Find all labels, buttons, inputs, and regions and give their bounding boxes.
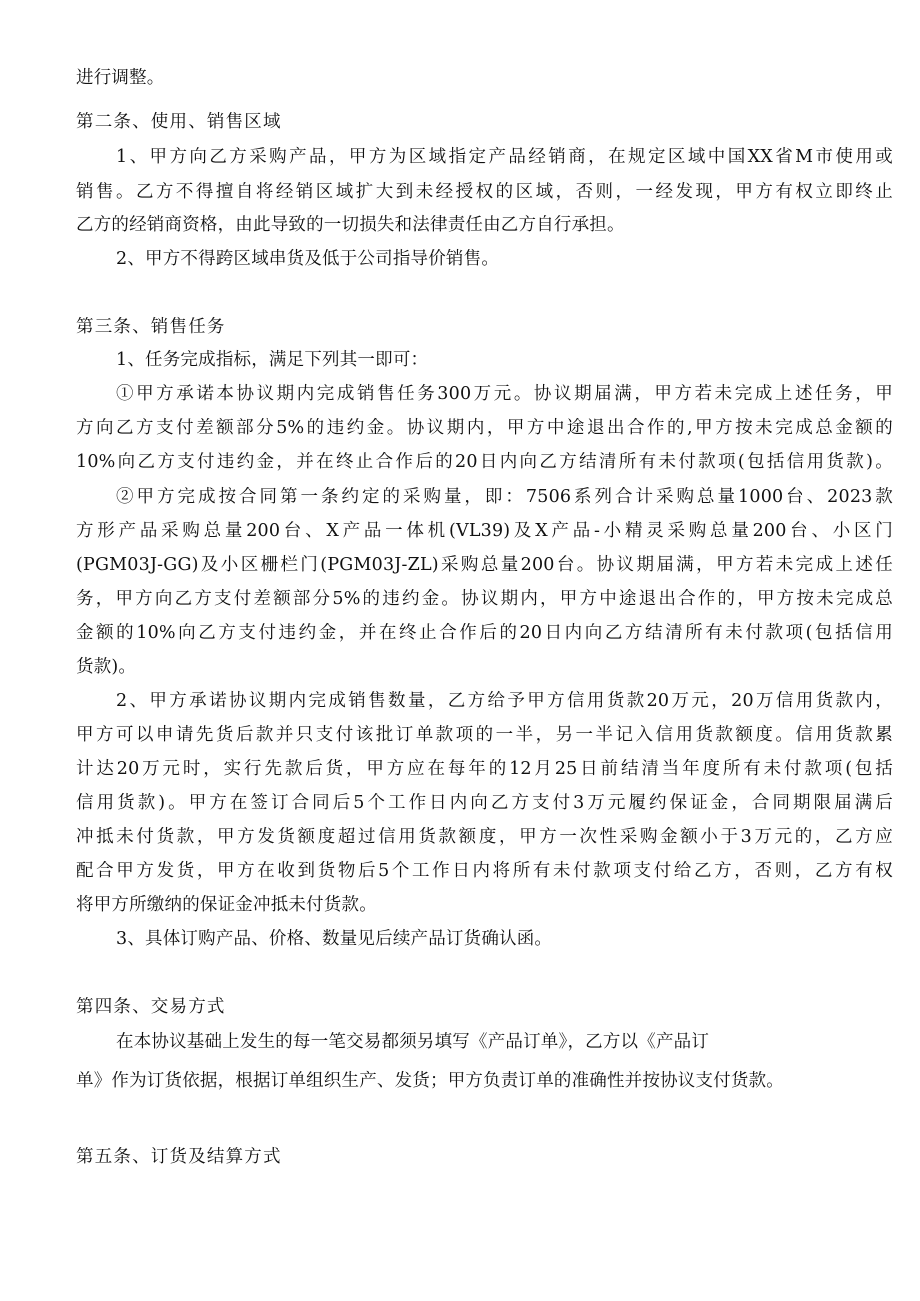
text-line: 方向乙方支付差额部分5%的违约金。协议期内，甲方中途退出合作的,甲方按未完成总金额的 [76,418,893,438]
text-line: 单》作为订货依据，根据订单组织生产、发货；甲方负责订单的准确性并按协议支付货款。 [76,1071,784,1091]
text-line: 1、任务完成指标，满足下列其一即可： [116,350,429,370]
text-line: 进行调整。 [76,68,165,88]
text-line: 冲抵未付货款，甲方发货额度超过信用货款额度，甲方一次性采购金额小于3万元的，乙方应 [76,827,893,847]
text-line: 2、甲方承诺协议期内完成销售数量，乙方给予甲方信用货款20万元，20万信用货款内， [116,691,893,711]
section-heading-4: 第四条、交易方式 [76,997,226,1017]
text-line: ②甲方完成按合同第一条约定的采购量，即：7506系列合计采购总量1000台、2023款 [116,487,893,507]
text-line: 务，甲方向乙方支付差额部分5%的违约金。协议期内，甲方中途退出合作的，甲方按未完成总 [76,589,893,609]
text-line: 金额的10%向乙方支付违约金，并在终止合作后的20日内向乙方结清所有未付款项(包括信用 [76,623,893,643]
text-line: 2、甲方不得跨区域串货及低于公司指导价销售。 [116,249,500,269]
text-line: 乙方的经销商资格，由此导致的一切损失和法律责任由乙方自行承担。 [76,215,625,235]
text-line: 销售。乙方不得擅自将经销区域扩大到未经授权的区域，否则，一经发现，甲方有权立即终止 [76,182,893,202]
text-line: 货款)。 [76,657,137,677]
section-heading-5: 第五条、订货及结算方式 [76,1147,282,1167]
text-line: 3、具体订购产品、价格、数量见后续产品订货确认函。 [116,929,553,949]
text-line: (PGM03J-GG)及小区栅栏门(PGM03J-ZL)采购总量200台。协议期届满，甲方若未完成上述任 [76,555,893,575]
text-line: 计达20万元时，实行先款后货，甲方应在每年的12月25日前结清当年度所有未付款项(包括 [76,759,893,779]
text-line: 信用货款)。甲方在签订合同后5个工作日内向乙方支付3万元履约保证金，合同期限届满后 [76,793,893,813]
text-line: 将甲方所缴纳的保证金冲抵未付货款。 [76,895,377,915]
section-heading-2: 第二条、使用、销售区域 [76,112,282,132]
text-line: 配合甲方发货，甲方在收到货物后5个工作日内将所有未付款项支付给乙方，否则，乙方有权 [76,861,893,881]
text-line: 1、甲方向乙方采购产品，甲方为区域指定产品经销商，在规定区域中国XX省M市使用或 [116,147,893,167]
text-line: ①甲方承诺本协议期内完成销售任务300万元。协议期届满，甲方若未完成上述任务，甲 [116,384,893,404]
text-line: 10%向乙方支付违约金，并在终止合作后的20日内向乙方结清所有未付款项(包括信用货款)。 [76,452,893,472]
section-heading-3: 第三条、销售任务 [76,317,226,337]
text-line: 方形产品采购总量200台、X产品一体机(VL39)及X产品-小精灵采购总量200台、小区门 [76,521,893,541]
text-line: 甲方可以申请先货后款并只支付该批订单款项的一半，另一半记入信用货款额度。信用货款累 [76,725,893,745]
text-line: 在本协议基础上发生的每一笔交易都须另填写《产品订单》，乙方以《产品订 [116,1032,710,1052]
